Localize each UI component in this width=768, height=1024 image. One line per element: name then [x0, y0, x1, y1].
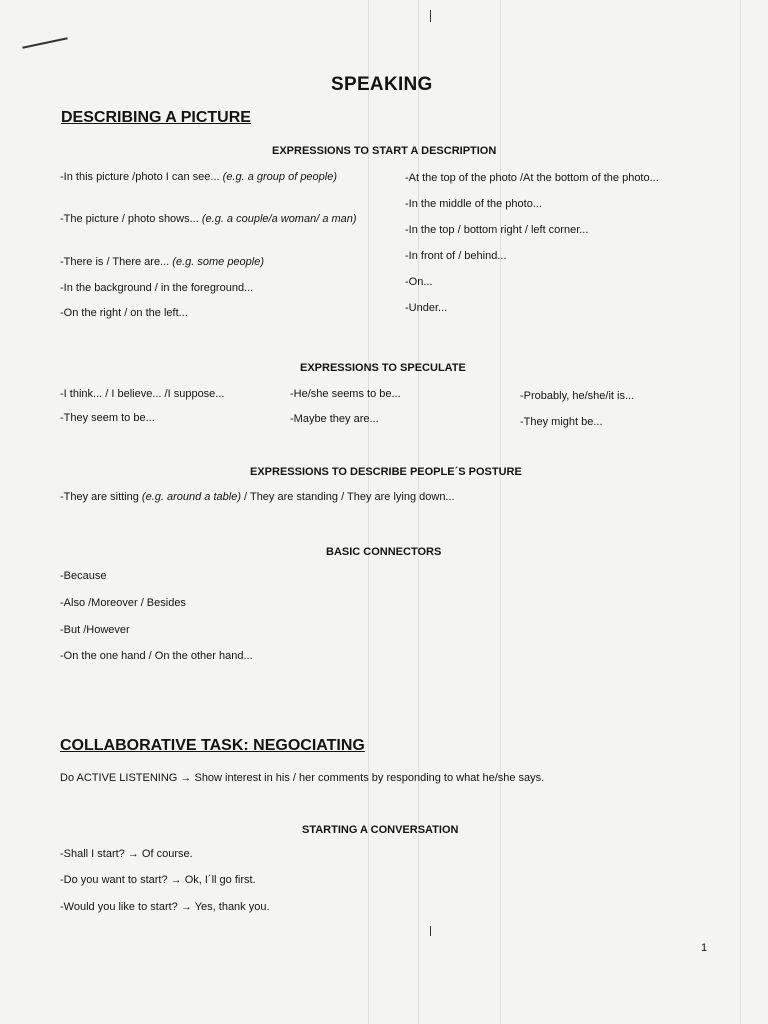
list-item: -Because — [60, 570, 107, 582]
list-item: -In the middle of the photo... — [405, 198, 542, 210]
list-item: -At the top of the photo /At the bottom of the photo... — [405, 172, 659, 184]
list-item: -In front of / behind... — [405, 250, 507, 262]
list-item: -Shall I start? → Of course. — [60, 848, 193, 860]
scan-mark — [430, 926, 431, 936]
subheading-speculate: EXPRESSIONS TO SPECULATE — [300, 362, 466, 374]
list-item: -In the background / in the foreground... — [60, 282, 254, 294]
subheading-posture: EXPRESSIONS TO DESCRIBE PEOPLE´S POSTURE — [250, 466, 522, 478]
list-item: -They are sitting (e.g. around a table) / They are standing / They are lying down... — [60, 491, 455, 503]
section-heading-collaborative: COLLABORATIVE TASK: NEGOCIATING — [60, 737, 365, 754]
section-heading-describing: DESCRIBING A PICTURE — [61, 109, 251, 126]
list-item: -Probably, he/she/it is... — [520, 390, 635, 402]
list-item: -There is / There are... (e.g. some people) — [60, 256, 265, 268]
list-item: -They might be... — [520, 416, 603, 428]
scan-fold-line — [740, 0, 741, 1024]
list-item: -The picture / photo shows... (e.g. a couple/a woman/ a man) — [60, 213, 357, 225]
list-item: -Would you like to start? → Yes, thank you. — [60, 901, 270, 913]
intro-text: Do ACTIVE LISTENING → Show interest in his / her comments by responding to what he/she says. — [60, 772, 545, 784]
subheading-connectors: BASIC CONNECTORS — [326, 546, 442, 558]
list-item: -Also /Moreover / Besides — [60, 597, 186, 609]
list-item: -In the top / bottom right / left corner... — [405, 224, 589, 236]
list-item: -He/she seems to be... — [290, 388, 401, 400]
page-title: SPEAKING — [331, 74, 433, 95]
list-item: -But /However — [60, 624, 130, 636]
list-item: -On... — [405, 276, 433, 288]
list-item: -They seem to be... — [60, 412, 155, 424]
list-item: -In this picture /photo I can see... (e.g. a group of people) — [60, 171, 338, 183]
page-number: 1 — [701, 942, 708, 954]
list-item: -On the right / on the left... — [60, 307, 188, 319]
list-item: -Under... — [405, 302, 448, 314]
list-item: -I think... / I believe... /I suppose... — [60, 388, 225, 400]
pen-mark — [22, 37, 67, 49]
subheading-conversation: STARTING A CONVERSATION — [302, 824, 459, 836]
scan-fold-line — [500, 0, 501, 1024]
subheading-start-description: EXPRESSIONS TO START A DESCRIPTION — [272, 145, 497, 157]
scan-mark — [430, 10, 431, 22]
list-item: -Do you want to start? → Ok, I´ll go first. — [60, 874, 256, 886]
list-item: -Maybe they are... — [290, 413, 379, 425]
list-item: -On the one hand / On the other hand... — [60, 650, 253, 662]
